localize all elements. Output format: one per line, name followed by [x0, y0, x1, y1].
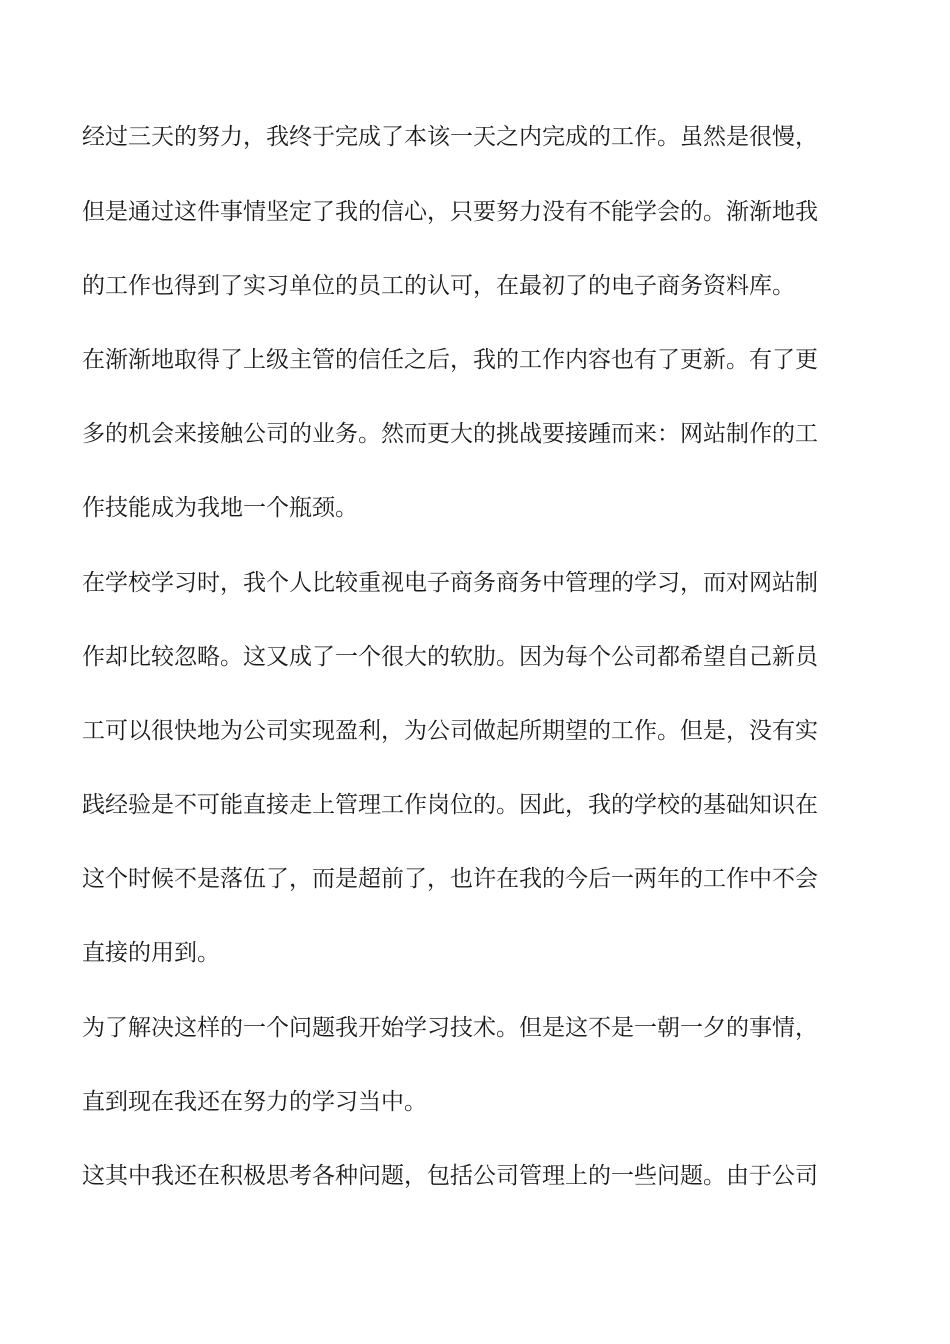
text-line: 作却比较忽略。这又成了一个很大的软肋。因为每个公司都希望自己新员 — [82, 644, 818, 670]
text-line: 直到现在我还在努力的学习当中。 — [82, 1089, 427, 1115]
text-line: 作技能成为我地一个瓶颈。 — [82, 495, 358, 521]
text-line: 在学校学习时，我个人比较重视电子商务商务中管理的学习，而对网站制 — [82, 570, 818, 596]
text-line: 工可以很快地为公司实现盈利，为公司做起所期望的工作。但是，没有实 — [82, 718, 818, 744]
text-line: 践经验是不可能直接走上管理工作岗位的。因此，我的学校的基础知识在 — [82, 792, 818, 818]
text-line: 经过三天的努力，我终于完成了本该一天之内完成的工作。虽然是很慢， — [82, 124, 818, 150]
text-line: 多的机会来接触公司的业务。然而更大的挑战要接踵而来：网站制作的工 — [82, 421, 818, 447]
text-line: 但是通过这件事情坚定了我的信心，只要努力没有不能学会的。渐渐地我 — [82, 199, 818, 225]
text-line: 这个时候不是落伍了，而是超前了，也许在我的今后一两年的工作中不会 — [82, 866, 818, 892]
text-line: 直接的用到。 — [82, 940, 220, 966]
text-line: 这其中我还在积极思考各种问题，包括公司管理上的一些问题。由于公司 — [82, 1163, 818, 1189]
text-line: 为了解决这样的一个问题我开始学习技术。但是这不是一朝一夕的事情， — [82, 1015, 818, 1041]
text-line: 的工作也得到了实习单位的员工的认可，在最初了的电子商务资料库。 — [82, 273, 795, 299]
text-line: 在渐渐地取得了上级主管的信任之后，我的工作内容也有了更新。有了更 — [82, 347, 818, 373]
